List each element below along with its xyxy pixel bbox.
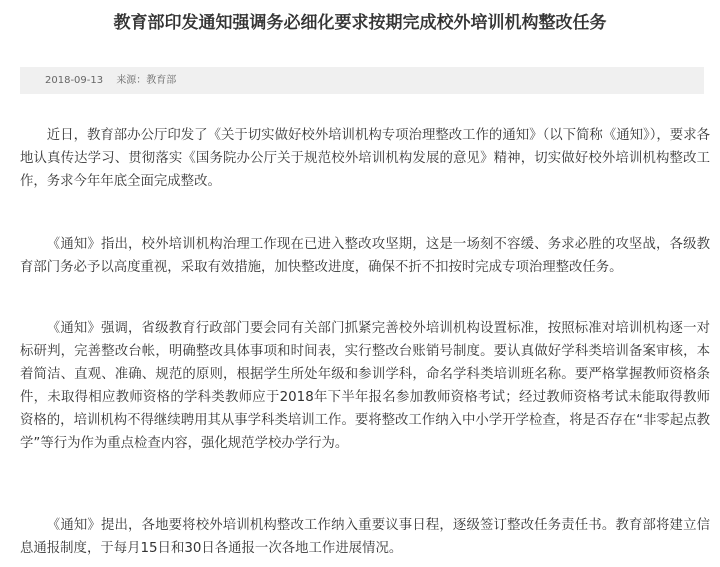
publish-date: 2018-09-13: [45, 75, 104, 86]
article-paragraph-4: 《通知》提出，各地要将校外培训机构整改工作纳入重要议事日程，逐级签订整改任务责任书。教育部将建立信息通报制度，于每月15日和30日各通报一次各地工作进展情况。: [20, 518, 710, 556]
article-paragraph-3: 《通知》强调，省级教育行政部门要会同有关部门抓紧完善校外培训机构设置标准，按照标准对培训机构逐一对标研判，完善整改台帐，明确整改具体事项和时间表，实行整改台账销号制度。要认真做好学科类培训备案审核，本着简洁、直观、准确、规范的原则，根据学生所处年级和参训学科，命名学科类培训班名称。要严格掌握教师资格条件，未取得相应教师资格的学科类教师应于2018年下半年报名参加教师资格考试；经过教师资格考试未能取得教师资格的，培训机构不得继续聘用其从事学科类培训工作。要将整改工作纳入中小学开学检查，将是否存在“非零起点教学”等行为作为重点检查内容，强化规范学校办学行为。: [20, 321, 710, 451]
article-paragraph-1: 近日，教育部办公厅印发了《关于切实做好校外培训机构专项治理整改工作的通知》（以下简称《通知》），要求各地认真传达学习、贯彻落实《国务院办公厅关于规范校外培训机构发展的意见》精神，切实做好校外培训机构整改工作，务求今年年底全面完成整改。: [20, 128, 710, 189]
article-source: 来源：教育部: [116, 75, 177, 86]
article-title: 教育部印发通知强调务必细化要求按期完成校外培训机构整改任务: [113, 13, 607, 33]
article-meta-bar: [20, 67, 704, 94]
article-paragraph-2: 《通知》指出，校外培训机构治理工作现在已进入整改攻坚期，这是一场刻不容缓、务求必胜的攻坚战，各级教育部门务必予以高度重视，采取有效措施，加快整改进度，确保不折不扣按时完成专项治理整改任务。: [20, 237, 710, 275]
